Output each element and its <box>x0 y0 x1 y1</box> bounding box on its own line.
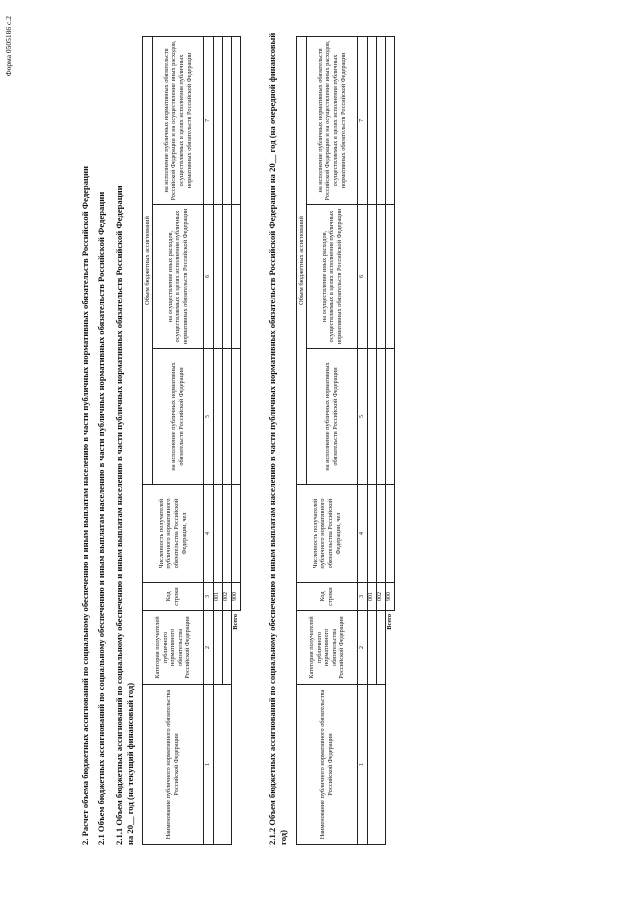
header-total-obligations: на исполнение публичных нормативных обязательств Российской Федерации и на осуществление иных расходов, осуществляемых в целях исполнения публичных нормативных обязательств Российской Федерации <box>153 36 204 204</box>
cell-other-expenses[interactable] <box>377 205 386 349</box>
cell-name[interactable] <box>214 685 232 845</box>
section-2-1-heading: 2.1 Объем бюджетных ассигнований по социальному обеспечению и иным выплатам населению в части публичных нормативных обязательств Российской Федерации <box>96 191 106 845</box>
col-number-2: 2 <box>358 611 368 685</box>
section-2-1-1-heading-line2: на 20__ год (на текущий финансовый год) <box>125 682 135 845</box>
row-code: 001 <box>368 583 377 611</box>
section-2-1-2-heading-line1: 2.1.2 Объем бюджетных ассигнований по социальному обеспечению и иным выплатам населению в части публичных нормативных обязательств Российской Федерации на 20__ год (на очередной финансовый <box>267 32 277 845</box>
cell-recipients[interactable] <box>223 485 232 583</box>
cell-execution[interactable] <box>223 349 232 485</box>
cell-total[interactable] <box>377 36 386 204</box>
table-row <box>214 36 223 844</box>
total-sum[interactable] <box>386 36 395 204</box>
col-number-7: 7 <box>358 36 368 204</box>
header-code: Код строки <box>143 583 204 611</box>
cell-execution[interactable] <box>368 349 377 485</box>
total-recipients[interactable] <box>232 485 241 583</box>
section-2-heading: 2. Расчет объема бюджетных ассигнований по социальному обеспечению и иным выплатам населению в части публичных нормативных обязательств Российской Федерации <box>80 166 90 845</box>
col-number-1: 1 <box>358 685 368 845</box>
col-number-2: 2 <box>204 611 214 685</box>
cell-other-expenses[interactable] <box>368 205 377 349</box>
total-label: Всего <box>386 614 394 630</box>
section-2-1-1-heading-line1: 2.1.1 Объем бюджетных ассигнований по социальному обеспечению и иным выплатам населению в части публичных нормативных обязательств Российской Федерации <box>114 185 124 845</box>
total-code: 900 <box>386 583 395 611</box>
total-other-expenses[interactable] <box>232 205 241 349</box>
header-category: Категория получателей публичного нормативного обязательства Российской Федерации <box>297 611 358 685</box>
col-number-7: 7 <box>204 36 214 204</box>
cell-execution[interactable] <box>377 349 386 485</box>
col-number-6: 6 <box>358 205 368 349</box>
header-recipients: Численность получателей публичного нормативного обязательства Российской Федерации, чел <box>143 485 204 583</box>
budget-table-current-year <box>142 36 241 845</box>
cell-category[interactable] <box>368 611 377 685</box>
total-sum[interactable] <box>232 36 241 204</box>
total-label: Всего <box>232 614 240 630</box>
total-execution[interactable] <box>232 349 241 485</box>
header-execution: на исполнение публичных нормативных обязательств Российской Федерации <box>153 349 204 485</box>
total-recipients[interactable] <box>386 485 395 583</box>
form-code: Форма 0505186 с.2 <box>4 16 13 77</box>
header-name: Наименование публичного нормативного обязательства Российской Федерации <box>297 685 358 845</box>
cell-category[interactable] <box>223 611 232 685</box>
budget-table-next-year <box>296 36 395 845</box>
row-code: 002 <box>377 583 386 611</box>
row-code: 001 <box>214 583 223 611</box>
cell-recipients[interactable] <box>368 485 377 583</box>
table-row <box>368 36 377 844</box>
header-other-expenses: на осуществление иных расходов, осуществляемых в целях исполнения публичных нормативных обязательств Российской Федерации <box>153 205 204 349</box>
row-code: 002 <box>223 583 232 611</box>
col-number-4: 4 <box>204 485 214 583</box>
col-number-3: 3 <box>358 583 368 611</box>
col-number-1: 1 <box>204 685 214 845</box>
cell-total[interactable] <box>223 36 232 204</box>
header-execution: на исполнение публичных нормативных обязательств Российской Федерации <box>307 349 358 485</box>
col-number-4: 4 <box>358 485 368 583</box>
header-budget-volume: Объем бюджетных ассигнований <box>143 36 153 484</box>
header-code: Код строки <box>297 583 358 611</box>
col-number-6: 6 <box>204 205 214 349</box>
cell-recipients[interactable] <box>214 485 223 583</box>
section-2-1-2-heading-line2: год) <box>278 830 288 845</box>
col-number-3: 3 <box>204 583 214 611</box>
col-number-5: 5 <box>358 349 368 485</box>
total-other-expenses[interactable] <box>386 205 395 349</box>
cell-other-expenses[interactable] <box>223 205 232 349</box>
cell-execution[interactable] <box>214 349 223 485</box>
cell-recipients[interactable] <box>377 485 386 583</box>
cell-total[interactable] <box>214 36 223 204</box>
header-budget-volume: Объем бюджетных ассигнований <box>297 36 307 484</box>
header-total-obligations: на исполнение публичных нормативных обязательств Российской Федерации и на осуществление иных расходов, осуществляемых в целях исполнения публичных нормативных обязательств Российской Федерации <box>307 36 358 204</box>
header-other-expenses: на осуществление иных расходов, осуществляемых в целях исполнения публичных нормативных обязательств Российской Федерации <box>307 205 358 349</box>
cell-category[interactable] <box>377 611 386 685</box>
header-recipients: Численность получателей публичного нормативного обязательства Российской Федерации, чел <box>297 485 358 583</box>
total-code: 900 <box>232 583 241 611</box>
cell-other-expenses[interactable] <box>214 205 223 349</box>
total-execution[interactable] <box>386 349 395 485</box>
header-name: Наименование публичного нормативного обязательства Российской Федерации <box>143 685 204 845</box>
total-row <box>386 36 395 844</box>
total-row <box>232 36 241 844</box>
header-category: Категория получателей публичного нормативного обязательства Российской Федерации <box>143 611 204 685</box>
col-number-5: 5 <box>204 349 214 485</box>
cell-category[interactable] <box>214 611 223 685</box>
cell-name[interactable] <box>368 685 386 845</box>
cell-total[interactable] <box>368 36 377 204</box>
